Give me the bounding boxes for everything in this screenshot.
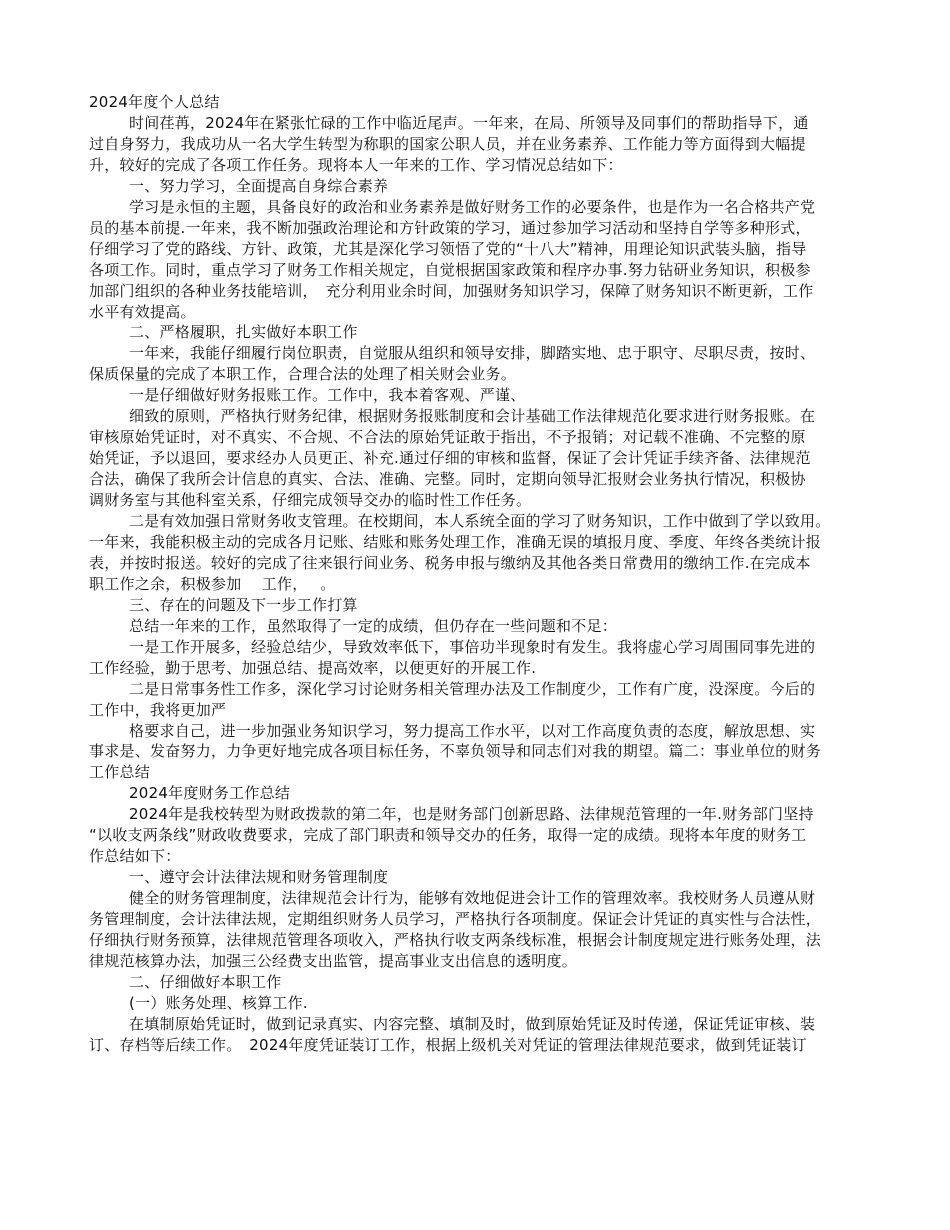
text-line: 各项工作。同时，重点学习了财务工作相关规定，自觉根据国家政策和程序办事.努力钻研业务知识，积极参	[89, 260, 811, 279]
text-line: 一年来，我能积极主动的完成各月记账、结账和账务处理工作，准确无误的填报月度、季度、年终各类统计报	[89, 533, 822, 551]
text-line: 仔细执行财务预算，法律规范管理各项收入，严格执行收支两条线标准，根据会计制度规定进行账务处理，法	[89, 931, 822, 949]
text-line: “以收支两条线”财政收费要求，完成了部门职责和领导交办的任务，取得一定的成绩。现将本年度的财务工	[89, 826, 807, 845]
text-line: 二、严格履职，扎实做好本职工作	[129, 323, 358, 342]
text-line: 保质保量的完成了本职工作，合理合法的处理了相关财会业务。	[89, 365, 517, 384]
text-line: 表，并按时报送。较好的完成了往来银行间业务、税务申报与缴纳及其他各类日常费用的缴纳工作.在完成本	[89, 553, 811, 572]
text-line: 一年来，我能仔细履行岗位职责，自觉服从组织和领导安排，脚踏实地、忠于职守、尽职尽责，按时、	[129, 344, 816, 363]
text-line: 审核原始凭证时，对不真实、不合规、不合法的原始凭证敢于指出，不予报销；对记载不准确、不完整的原	[89, 428, 806, 447]
text-line: 员的基本前提.一年来，我不断加强政治理论和方针政策的学习，通过参加学习活动和坚持自学等多种形式，	[89, 218, 811, 237]
text-line: 三、存在的问题及下一步工作打算	[129, 595, 358, 614]
text-line: 总结一年来的工作，虽然取得了一定的成绩，但仍存在一些问题和不足：	[129, 616, 618, 635]
text-line: 一是仔细做好财务报账工作。工作中，我本着客观、严谨、	[129, 386, 526, 405]
text-line: 在填制原始凭证时，做到记录真实、内容完整、填制及时，做到原始凭证及时传递，保证凭证审核、装	[129, 1014, 816, 1033]
text-line: 过自身努力，我成功从一名大学生转型为称职的国家公职人员，并在业务素养、工作能力等方面得到大幅提	[89, 134, 806, 153]
text-line: 事求是、发奋努力，力争更好地完成各项目标任务，不辜负领导和同志们对我的期望。篇二：事业单位的财务	[89, 742, 822, 761]
text-line: 2024年是我校转型为财政拨款的第二年，也是财务部门创新思路、法律规范管理的一年.财务部门坚持	[129, 805, 814, 824]
text-line: 工作经验，勤于思考、加强总结、提高效率，以便更好的开展工作.	[89, 658, 537, 677]
text-line: 合法，确保了我所会计信息的真实、合法、准确、完整。同时，定期向领导汇报财会业务执行情况，积极协	[89, 470, 806, 489]
text-line: 二是日常事务性工作多，深化学习讨论财务相关管理办法及工作制度少，工作有广度，没深度。今后的	[129, 679, 816, 698]
text-line: 调财务室与其他科室关系，仔细完成领导交办的临时性工作任务。	[89, 491, 532, 510]
text-line: 水平有效提高。	[89, 302, 196, 321]
text-line: 工作中，我将更加严	[89, 700, 227, 719]
text-line: 格要求自己，进一步加强业务知识学习，努力提高工作水平，以对工作高度负责的态度，解放思想、实	[129, 721, 816, 740]
text-line: 订、存档等后续工作。 2024年度凭证装订工作，根据上级机关对凭证的管理法律规范要求，做到凭证装订	[89, 1035, 807, 1054]
text-line: 健全的财务管理制度，法律规范会计行为，能够有效地促进会计工作的管理效率。我校财务人员遵从财	[129, 889, 816, 908]
text-line: 律规范核算办法，加强三公经费支出监管，提高事业支出信息的透明度。	[89, 951, 578, 970]
text-line: 细致的原则，严格执行财务纪律，根据财务报账制度和会计基础工作法律规范化要求进行财务报账。在	[129, 407, 816, 426]
text-line: 工作总结	[89, 763, 151, 782]
document-title: 2024年度个人总结	[89, 93, 220, 111]
text-line: 一、遵守会计法律法规和财务管理制度	[129, 868, 389, 887]
text-line: 职工作之余，积极参加 工作， 。	[89, 574, 336, 593]
text-line: 二是有效加强日常财务收支管理。在校期间，本人系统全面的学习了财务知识，工作中做到了学以致用。	[129, 512, 831, 530]
text-line: 始凭证，予以退回，要求经办人员更正、补充.通过仔细的审核和监督，保证了会计凭证手续齐备、法律规范	[89, 449, 811, 468]
text-line: 学习是永恒的主题，具备良好的政治和业务素养是做好财务工作的必要条件，也是作为一名合格共产党	[129, 197, 816, 216]
text-line: 一、努力学习，全面提高自身综合素养	[129, 176, 389, 195]
text-line: 务管理制度，会计法律法规，定期组织财务人员学习，严格执行各项制度。保证会计凭证的真实性与合法性，	[89, 910, 822, 928]
text-line: 作总结如下：	[89, 847, 181, 866]
text-line: 仔细学习了党的路线、方针、政策，尤其是深化学习领悟了党的“十八大”精神，用理论知识武装头脑，指导	[89, 239, 807, 258]
text-line: (一）账务处理、核算工作.	[129, 993, 308, 1012]
text-line: 时间荏苒，2024年在紧张忙碌的工作中临近尾声。一年来，在局、所领导及同事们的帮助指导下，通	[129, 114, 809, 132]
text-line: 一是工作开展多，经验总结少，导致效率低下，事倍功半现象时有发生。我将虚心学习周围同事先进的	[129, 637, 816, 656]
text-line: 二、仔细做好本职工作	[129, 972, 282, 991]
text-line: 加部门组织的各种业务技能培训， 充分利用业余时间，加强财务知识学习，保障了财务知识不断更新，工作	[89, 281, 814, 300]
text-line: 2024年度财务工作总结	[129, 784, 291, 803]
text-line: 升，较好的完成了各项工作任务。现将本人一年来的工作、学习情况总结如下：	[89, 155, 623, 174]
